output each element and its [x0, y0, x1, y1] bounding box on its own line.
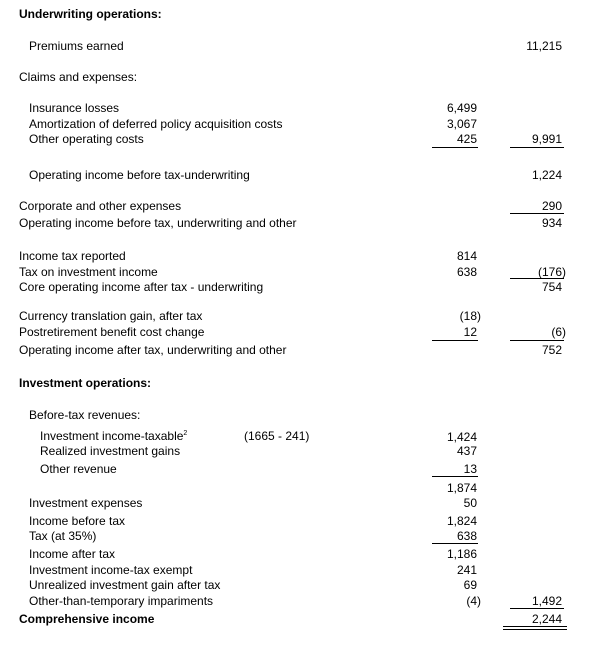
realized-gains-value: 437 [456, 444, 477, 458]
other-revenue-value: 13 [463, 462, 477, 476]
revenue-subtotal-value: 1,874 [446, 481, 477, 495]
footnote-marker: 2 [183, 430, 188, 437]
investment-income-taxable-label: Investment income-taxable$^2$ [40, 429, 188, 443]
investment-income-note: (1665 - 241) [244, 429, 310, 443]
other-operating-value: 425 [456, 132, 477, 146]
subtotal-rule [432, 147, 478, 148]
corporate-expenses-label: Corporate and other expenses [19, 199, 182, 213]
total-double-rule [503, 626, 567, 627]
before-tax-revenues-label: Before-tax revenues: [29, 408, 141, 422]
subtotal-rule [510, 608, 564, 609]
op-income-before-tax-uw-value: 1,224 [531, 168, 562, 182]
insurance-losses-label: Insurance losses [29, 101, 120, 115]
subtotal-rule [432, 476, 478, 477]
subtotal-rule [432, 340, 478, 341]
postretirement-total-value: (6) [551, 325, 566, 339]
amortization-label: Amortization of deferred policy acquisition costs [29, 117, 283, 131]
unrealized-gain-value: 69 [463, 578, 477, 592]
subtotal-rule [510, 213, 564, 214]
premiums-earned-label: Premiums earned [29, 39, 124, 53]
investment-income-taxable-value: 1,424 [446, 430, 477, 444]
investment-expenses-label: Investment expenses [29, 496, 143, 510]
realized-gains-label: Realized investment gains [40, 444, 181, 458]
income-after-tax-label: Income after tax [29, 547, 116, 561]
other-revenue-label: Other revenue [40, 462, 117, 476]
op-income-after-tax-label: Operating income after tax, underwriting and other [19, 343, 287, 357]
postretirement-label: Postretirement benefit cost change [19, 325, 205, 339]
otti-label: Other-than-temporary impariments [29, 594, 214, 608]
investment-heading: Investment operations: [19, 376, 152, 390]
subtotal-rule [510, 147, 564, 148]
core-op-income-label: Core operating income after tax - underwriting [19, 280, 264, 294]
claims-total-value: 9,991 [531, 132, 562, 146]
op-income-before-tax-uw-other-label: Operating income before tax, underwriting and other [19, 216, 297, 230]
unrealized-gain-label: Unrealized investment gain after tax [29, 578, 221, 592]
op-income-before-tax-uw-other-value: 934 [541, 216, 562, 230]
comprehensive-income-value: 2,244 [531, 612, 562, 626]
op-income-after-tax-value: 752 [541, 343, 562, 357]
tax-total-value: (176) [537, 265, 566, 279]
core-op-income-value: 754 [541, 280, 562, 294]
income-tax-reported-value: 814 [456, 249, 477, 263]
otti-value: (4) [466, 594, 481, 608]
claims-label: Claims and expenses: [19, 70, 138, 84]
subtotal-rule [432, 543, 478, 544]
income-before-tax-value: 1,824 [446, 514, 477, 528]
comprehensive-income-label: Comprehensive income [19, 612, 155, 626]
income-tax-reported-label: Income tax reported [19, 249, 126, 263]
postretirement-value: 12 [463, 325, 477, 339]
tax-label: Tax (at 35%) [29, 529, 97, 543]
underwriting-heading: Underwriting operations: [19, 7, 162, 21]
corporate-expenses-value: 290 [541, 199, 562, 213]
subtotal-rule [510, 278, 564, 279]
income-after-tax-value: 1,186 [446, 547, 477, 561]
op-income-before-tax-uw-label: Operating income before tax-underwriting [29, 168, 250, 182]
insurance-losses-value: 6,499 [446, 101, 477, 115]
tax-exempt-label: Investment income-tax exempt [29, 563, 193, 577]
premiums-earned-value: 11,215 [526, 39, 562, 53]
tax-value: 638 [456, 529, 477, 543]
tax-investment-income-value: 638 [456, 265, 477, 279]
subtotal-rule [510, 340, 564, 341]
currency-gain-label: Currency translation gain, after tax [19, 309, 203, 323]
investment-expenses-value: 50 [463, 496, 477, 510]
otti-total-value: 1,492 [531, 594, 562, 608]
tax-investment-income-label: Tax on investment income [19, 265, 158, 279]
income-before-tax-label: Income before tax [29, 514, 126, 528]
other-operating-label: Other operating costs [29, 132, 144, 146]
currency-gain-value: (18) [459, 309, 481, 323]
amortization-value: 3,067 [446, 117, 477, 131]
tax-exempt-value: 241 [456, 563, 477, 577]
total-double-rule [503, 629, 567, 630]
